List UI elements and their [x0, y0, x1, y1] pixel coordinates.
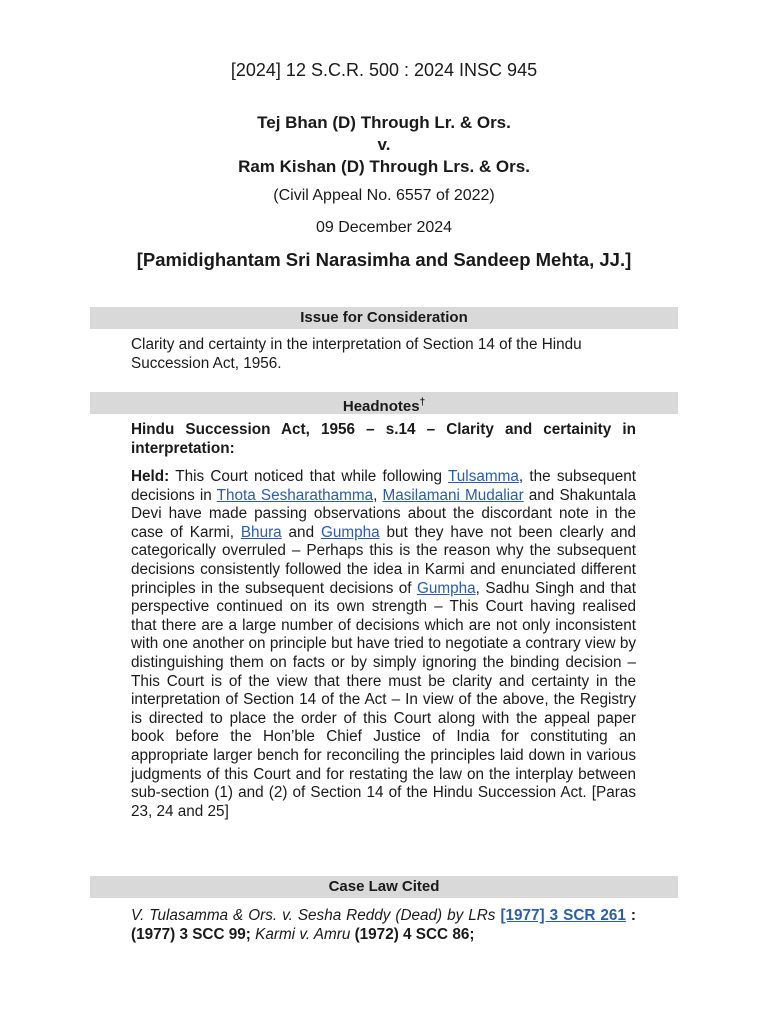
- judgment-date: 09 December 2024: [315, 219, 453, 236]
- case-law-list: [131, 907, 636, 944]
- headnotes-heading-label: Headnotes: [342, 398, 420, 415]
- issue-heading: [90, 307, 678, 329]
- headnote-body: [131, 468, 636, 821]
- versus-label: v.: [377, 135, 391, 154]
- held-label: Held:: [131, 468, 170, 485]
- issue-heading-label: Issue for Consideration: [300, 309, 468, 326]
- link-1977-3-scr-261[interactable]: [1977] 3 SCR 261: [500, 907, 626, 924]
- headnotes-heading: [90, 392, 678, 414]
- headnote-text-2: , the subsequent decisions in: [131, 468, 636, 504]
- link-gumpha[interactable]: Gumpha: [320, 523, 380, 541]
- link-gumpha-2[interactable]: Gumpha: [416, 579, 476, 597]
- bench-judges: [Pamidighantam Sri Narasimha and Sandeep Mehta, JJ.]: [136, 249, 632, 270]
- headnote-text-3: ,: [373, 486, 383, 504]
- citation-scc-1977: : (1977) 3 SCC 99;: [131, 907, 636, 943]
- citation-scc-1972: (1972) 4 SCC 86;: [350, 925, 475, 943]
- case-tulasamma: V. Tulasamma & Ors. v. Sesha Reddy (Dead) by LRs: [131, 907, 496, 924]
- case-citation: [2024] 12 S.C.R. 500 : 2024 INSC 945: [230, 60, 538, 80]
- dagger-mark: †: [419, 397, 426, 408]
- issue-text: Clarity and certainty in the interpretation of Section 14 of the Hindu Succession Act, 1956.: [131, 336, 582, 372]
- link-tulsamma[interactable]: Tulsamma: [448, 468, 519, 485]
- headnote-text-1: This Court noticed that while following: [169, 468, 449, 485]
- link-masilamani-mudaliar[interactable]: Masilamani Mudaliar: [382, 486, 524, 504]
- headnote-text-5: and: [281, 523, 321, 541]
- headnote-title: Hindu Succession Act, 1956 – s.14 – Clarity and certainity in interpretation:: [131, 421, 636, 457]
- headnote-text-6: but they have not been clearly and categorically overruled – Perhaps this is the reason why the subsequent decisions consistently followed the idea in Karmi and enunciated different principles in the subsequent decisions of: [131, 523, 637, 597]
- case-karmi: Karmi v. Amru: [255, 925, 351, 943]
- appeal-number: (Civil Appeal No. 6557 of 2022): [273, 187, 495, 204]
- link-thota-sesharathamma[interactable]: Thota Sesharathamma: [216, 486, 374, 504]
- headnote-text-4: and Shakuntala Devi have made passing observations about the discordant note in the case of Karmi,: [131, 486, 636, 541]
- headnote-text-7: , Sadhu Singh and that perspective continued on its own strength – This Court having realised that there are a large number of decisions which are not only inconsistent with one another on principle but have tried to negotiate a contrary view by distinguishing them on facts or by simply ignoring the binding decision – This Court is of the view that there must be clarity and certainty in the interpretation of Section 14 of the Act – In view of the above, the Registry is directed to place the order of this Court along with the appeal paper book before the Hon’ble Chief Justice of India for constituting an appropriate larger bench for reconciling the principles laid down in various judgments of this Court and for restating the law on the interplay between sub-section (1) and (2) of Section 14 of the Hindu Succession Act. [Paras 23, 24 and 25]: [131, 579, 636, 820]
- link-bhura[interactable]: Bhura: [240, 523, 282, 541]
- respondent-name: Ram Kishan (D) Through Lrs. & Ors.: [238, 157, 530, 176]
- case-law-heading: [90, 876, 678, 898]
- appellant-name: Tej Bhan (D) Through Lr. & Ors.: [257, 113, 511, 132]
- case-law-heading-label: Case Law Cited: [328, 878, 440, 895]
